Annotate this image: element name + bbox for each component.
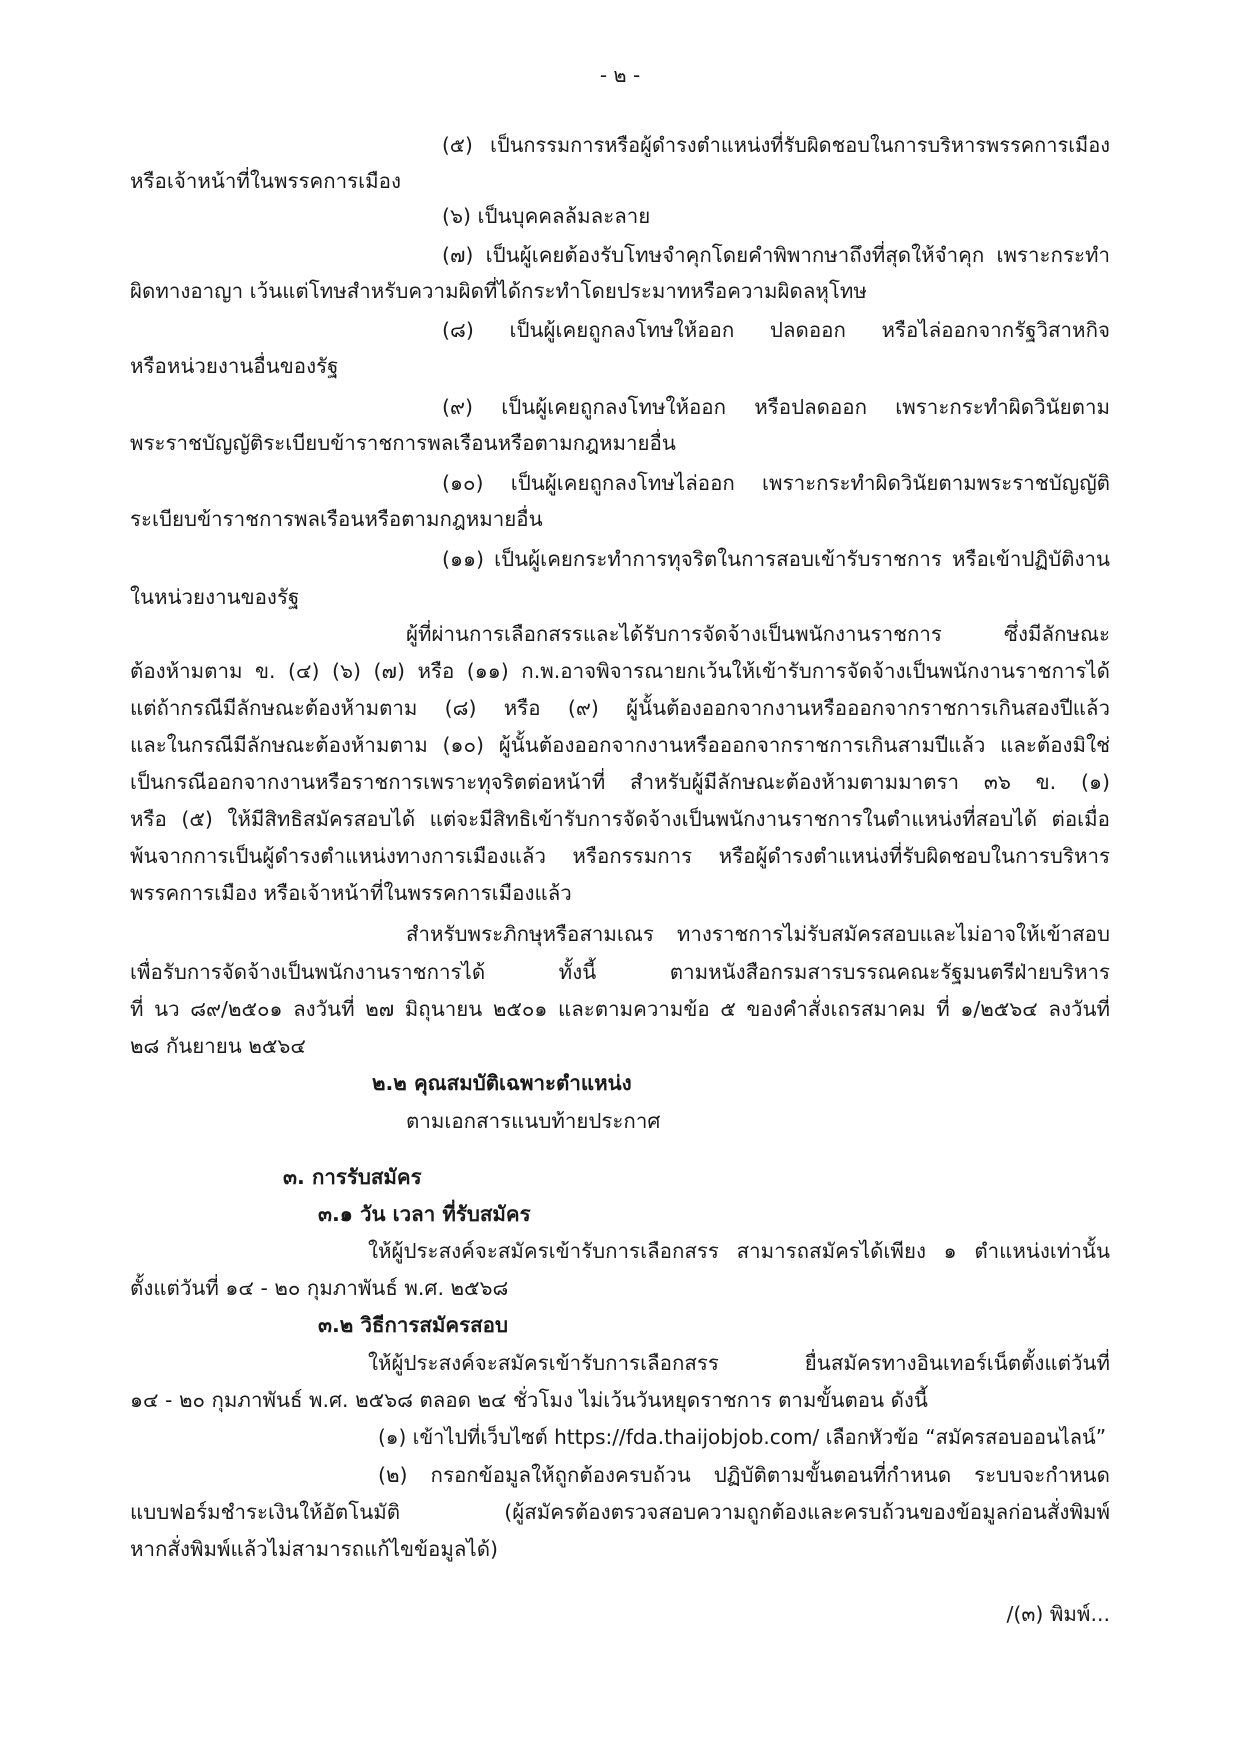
sub-2-2-heading: ๒.๒ คุณสมบัติเฉพาะตำแหน่ง (372, 1071, 632, 1095)
exception-line-2: ต้องห้ามตาม ข. (๔) (๖) (๗) หรือ (๑๑) ก.พ.อาจพิจารณายกเว้นให้เข้ารับการจัดจ้างเป็นพนักงานราชการได้ (130, 659, 1110, 683)
monk-line-1: สำหรับพระภิกษุหรือสามเณร ทางราชการไม่รับสมัครสอบและไม่อาจให้เข้าสอบ (406, 922, 1110, 946)
item-10-line-1: (๑๐) เป็นผู้เคยถูกลงโทษไล่ออก เพราะกระทำผิดวินัยตามพระราชบัญญัติ (442, 471, 1110, 495)
item-6-line-1: (๖) เป็นบุคคลล้มละลาย (442, 204, 651, 228)
exception-line-4: และในกรณีมีลักษณะต้องห้ามตาม (๑๐) ผู้นั้นต้องออกจากงานหรือออกจากราชการเกินสามปีแล้ว และต้องมิใช่ (130, 733, 1110, 757)
item-7-line-2: ผิดทางอาญา เว้นแต่โทษสำหรับความผิดที่ได้กระทำโดยประมาทหรือความผิดลหุโทษ (130, 279, 867, 303)
sub-3-2-heading: ๓.๒ วิธีการสมัครสอบ (318, 1313, 508, 1337)
sub-3-1-line-1: ให้ผู้ประสงค์จะสมัครเข้ารับการเลือกสรร สามารถสมัครได้เพียง ๑ ตำแหน่งเท่านั้น (368, 1239, 1110, 1263)
sub-3-1-heading: ๓.๑ วัน เวลา ที่รับสมัคร (318, 1202, 531, 1226)
step-2-line-3: หากสั่งพิมพ์แล้วไม่สามารถแก้ไขข้อมูลได้) (130, 1537, 499, 1561)
step-2-line-2: แบบฟอร์มชำระเงินให้อัตโนมัติ (ผู้สมัครต้องตรวจสอบความถูกต้องและครบถ้วนของข้อมูลก่อนสั่งพิมพ์ (130, 1500, 1110, 1524)
exception-line-7: พ้นจากการเป็นผู้ดำรงตำแหน่งทางการเมืองแล้ว หรือกรรมการ หรือผู้ดำรงตำแหน่งที่รับผิดชอบในการบริหาร (130, 844, 1110, 868)
step-2-line-1: (๒) กรอกข้อมูลให้ถูกต้องครบถ้วน ปฏิบัติตามขั้นตอนที่กำหนด ระบบจะกำหนด (378, 1463, 1110, 1487)
sub-3-1-line-2: ตั้งแต่วันที่ ๑๔ - ๒๐ กุมภาพันธ์ พ.ศ. ๒๕๖๘ (130, 1276, 509, 1300)
item-9-line-1: (๙) เป็นผู้เคยถูกลงโทษให้ออก หรือปลดออก เพราะกระทำผิดวินัยตาม (442, 395, 1110, 419)
sub-2-2-text: ตามเอกสารแนบท้ายประกาศ (406, 1109, 661, 1133)
monk-line-2: เพื่อรับการจัดจ้างเป็นพนักงานราชการได้ ทั้งนี้ ตามหนังสือกรมสารบรรณคณะรัฐมนตรีฝ่ายบริหาร (130, 960, 1110, 984)
exception-line-3: แต่ถ้ากรณีมีลักษณะต้องห้ามตาม (๘) หรือ (๙) ผู้นั้นต้องออกจากงานหรือออกจากราชการเกินสองปีแล้ว (130, 696, 1110, 720)
exception-line-8: พรรคการเมือง หรือเจ้าหน้าที่ในพรรคการเมืองแล้ว (130, 881, 572, 905)
page-number: - ๒ - (599, 63, 641, 87)
monk-line-3: ที่ นว ๘๙/๒๕๐๑ ลงวันที่ ๒๗ มิถุนายน ๒๕๐๑ และตามความข้อ ๕ ของคำสั่งเถรสมาคม ที่ ๑/๒๕๖๔ ลงวันที่ (130, 997, 1110, 1021)
item-8-line-1: (๘) เป็นผู้เคยถูกลงโทษให้ออก ปลดออก หรือไล่ออกจากรัฐวิสาหกิจ (442, 318, 1110, 342)
item-11-line-1: (๑๑) เป็นผู้เคยกระทำการทุจริตในการสอบเข้ารับราชการ หรือเข้าปฏิบัติงาน (442, 547, 1110, 571)
monk-line-4: ๒๘ กันยายน ๒๕๖๔ (130, 1034, 306, 1058)
exception-line-6: หรือ (๕) ให้มีสิทธิสมัครสอบได้ แต่จะมีสิทธิเข้ารับการจัดจ้างเป็นพนักงานราชการในตำแหน่งที่สอบได้ ต่อเมื่อ (130, 807, 1110, 831)
continuation-note: /(๓) พิมพ์... (1006, 1602, 1110, 1626)
step-1-line: (๑) เข้าไปที่เว็บไซต์ https://fda.thaijobjob.com/ เลือกหัวข้อ “สมัครสอบออนไลน์” (378, 1425, 1107, 1449)
item-5-line-2: หรือเจ้าหน้าที่ในพรรคการเมือง (130, 169, 401, 193)
item-11-line-2: ในหน่วยงานของรัฐ (130, 585, 300, 609)
sub-3-2-line-1: ให้ผู้ประสงค์จะสมัครเข้ารับการเลือกสรร ยื่นสมัครทางอินเทอร์เน็ตตั้งแต่วันที่ (368, 1351, 1110, 1375)
item-9-line-2: พระราชบัญญัติระเบียบข้าราชการพลเรือนหรือตามกฎหมายอื่น (130, 431, 676, 455)
item-5-line-1: (๕) เป็นกรรมการหรือผู้ดำรงตำแหน่งที่รับผิดชอบในการบริหารพรรคการเมือง (442, 133, 1110, 157)
exception-line-5: เป็นกรณีออกจากงานหรือราชการเพราะทุจริตต่อหน้าที่ สำหรับผู้มีลักษณะต้องห้ามตามมาตรา ๓๖ ข. (๑) (130, 770, 1110, 794)
item-10-line-2: ระเบียบข้าราชการพลเรือนหรือตามกฎหมายอื่น (130, 507, 543, 531)
section-3-heading: ๓. การรับสมัคร (283, 1165, 422, 1189)
sub-3-2-line-2: ๑๔ - ๒๐ กุมภาพันธ์ พ.ศ. ๒๕๖๘ ตลอด ๒๔ ชั่วโมง ไม่เว้นวันหยุดราชการ ตามขั้นตอน ดังนี้ (130, 1388, 928, 1412)
item-8-line-2: หรือหน่วยงานอื่นของรัฐ (130, 354, 339, 378)
item-7-line-1: (๗) เป็นผู้เคยต้องรับโทษจำคุกโดยคำพิพากษาถึงที่สุดให้จำคุก เพราะกระทำ (442, 243, 1110, 267)
exception-line-1: ผู้ที่ผ่านการเลือกสรรและได้รับการจัดจ้างเป็นพนักงานราชการ ซึ่งมีลักษณะ (406, 622, 1110, 646)
